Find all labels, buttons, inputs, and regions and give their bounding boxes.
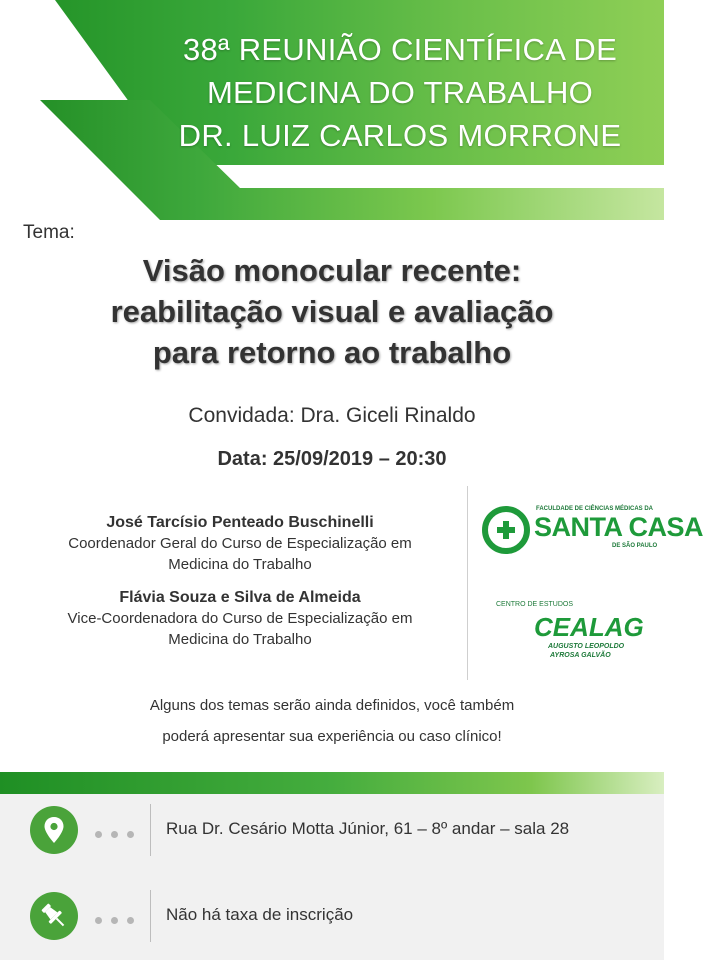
coordinators-list [30,512,450,662]
pin-icon [30,892,78,940]
vertical-divider [467,486,468,680]
theme-line-2: reabilitação visual e avaliação [110,294,554,329]
event-title-line-3: DR. LUIZ CARLOS MORRONE [178,118,622,153]
note-line-1: Alguns dos temas serão ainda definidos, você também [149,697,515,714]
theme-line-1: Visão monocular recente: [142,253,522,288]
santa-casa-logo-top: FACULDADE DE CIÊNCIAS MÉDICAS DA [536,506,654,512]
fee-row [0,886,664,946]
coordinator-name: Flávia Souza e Silva de Almeida [119,589,361,606]
cealag-logo-sub-2: AYROSA GALVÃO [550,652,611,659]
cross-icon [482,506,530,554]
event-title-line-2: MEDICINA DO TRABALHO [206,75,594,110]
info-divider [150,804,151,856]
coordinator-role: Coordenador Geral do Curso de Especialização em [68,535,412,552]
santa-casa-logo-main: SANTA CASA [534,512,703,542]
header-banner [0,0,664,230]
address-text: Rua Dr. Cesário Motta Júnior, 61 – 8º andar – sala 28 [166,819,570,838]
coordinator-2 [30,587,450,650]
guest-speaker: Convidada: Dra. Giceli Rinaldo [188,404,476,427]
footer-band [0,772,664,794]
note-text [0,690,664,752]
santa-casa-logo-sub: DE SÃO PAULO [612,543,658,549]
cealag-logo-sub-1: AUGUSTO LEOPOLDO [548,643,625,650]
address-row [0,800,664,860]
note-line-2: poderá apresentar sua experiência ou caso clínico! [162,728,502,745]
fee-text: Não há taxa de inscrição [166,905,354,924]
coordinator-name: José Tarcísio Penteado Buschinelli [106,514,374,531]
coordinator-role: Medicina do Trabalho [168,631,312,648]
event-date: Data: 25/09/2019 – 20:30 [217,448,447,470]
info-divider [150,890,151,942]
dots-separator [95,825,143,843]
event-title-line-1: 38ª REUNIÃO CIENTÍFICA DE [182,32,618,67]
dots-separator [95,911,143,929]
theme-line-3: para retorno ao trabalho [152,335,512,370]
santa-casa-logo [480,500,703,560]
event-title [150,28,650,157]
location-pin-icon [30,806,78,854]
cealag-logo [490,598,660,668]
coordinator-role: Medicina do Trabalho [168,556,312,573]
theme-label: Tema: [23,222,75,243]
cealag-logo-main: CEALAG [534,612,644,642]
theme-title [0,250,664,373]
coordinator-role: Vice-Coordenadora do Curso de Especialização em [67,610,413,627]
coordinator-1 [30,512,450,575]
cealag-logo-top: CENTRO DE ESTUDOS [496,601,574,608]
